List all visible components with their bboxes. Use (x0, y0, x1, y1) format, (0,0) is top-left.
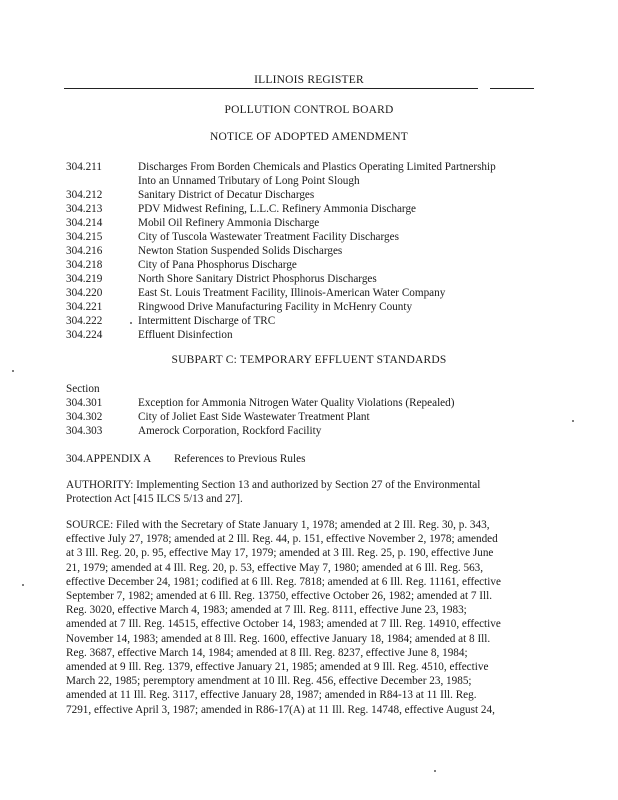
section-title: City of Pana Phosphorus Discharge (138, 259, 297, 271)
section-number: 304.224 (66, 329, 103, 341)
section-number: 304.212 (66, 189, 103, 201)
source-line: 21, 1979; amended at 4 Ill. Reg. 20, p. 53, effective May 7, 1980; amended at 6 Ill. Reg. 563, (66, 561, 484, 574)
section-title: Mobil Oil Refinery Ammonia Discharge (138, 217, 320, 229)
source-line: effective July 27, 1978; amended at 2 Ill. Reg. 44, p. 151, effective November 2, 1978; amended (66, 533, 498, 546)
section-row (0, 230, 618, 244)
section-title: Exception for Ammonia Nitrogen Water Quality Violations (Repealed) (138, 397, 455, 409)
source-line: SOURCE: Filed with the Secretary of State January 1, 1978; amended at 2 Ill. Reg. 30, p. 343, (66, 519, 490, 531)
source-line: March 22, 1985; peremptory amendment at 10 Ill. Reg. 456, effective December 23, 1985; (66, 675, 472, 688)
section-number: 304.221 (66, 301, 103, 313)
section-number: 304.220 (66, 287, 103, 299)
source-line: Reg. 3687, effective March 14, 1984; amended at 8 Ill. Reg. 8237, effective June 8, 1984; (66, 646, 468, 659)
section-title: Discharges From Borden Chemicals and Plastics Operating Limited Partnership (138, 161, 496, 173)
section-number: 304.214 (66, 217, 103, 229)
source-line: 7291, effective April 3, 1987; amended in R86-17(A) at 11 Ill. Reg. 14748, effective August 24, (66, 703, 495, 716)
source-line: amended at 11 Ill. Reg. 3117, effective January 28, 1987; amended in R84-13 at 11 Ill. Reg. (66, 689, 477, 702)
section-title: East St. Louis Treatment Facility, Illinois-American Water Company (138, 287, 446, 299)
appendix-label: 304.APPENDIX A (66, 453, 152, 465)
scan-speck (434, 770, 436, 772)
section-label: Section (66, 383, 100, 395)
source-line: Reg. 3020, effective March 4, 1983; amended at 7 Ill. Reg. 8111, effective June 23, 1983; (66, 604, 467, 617)
source-line: amended at 9 Ill. Reg. 1379, effective January 21, 1985; amended at 9 Ill. Reg. 4510, effective (66, 661, 489, 674)
section-number: 304.215 (66, 231, 103, 243)
section-title: Amerock Corporation, Rockford Facility (138, 425, 322, 437)
subpart-c-heading: SUBPART C: TEMPORARY EFFLUENT STANDARDS (171, 354, 447, 366)
authority-line: AUTHORITY: Implementing Section 13 and authorized by Section 27 of the Environmental (66, 479, 481, 491)
section-row (0, 160, 618, 174)
source-line: effective December 24, 1981; codified at 6 Ill. Reg. 7818; amended at 6 Ill. Reg. 11161, effective (66, 575, 501, 588)
section-number: 304.303 (66, 425, 103, 437)
section-row (0, 286, 618, 300)
section-number: 304.222 (66, 315, 103, 327)
section-number: 304.218 (66, 259, 103, 271)
section-title: City of Joliet East Side Wastewater Treatment Plant (138, 411, 370, 423)
section-row (0, 410, 618, 424)
source-line: September 7, 1982; amended at 6 Ill. Reg. 13750, effective October 26, 1982; amended at 7 Ill. (66, 590, 493, 603)
section-row (0, 328, 618, 342)
section-row (0, 244, 618, 258)
section-row (0, 216, 618, 230)
section-row (0, 202, 618, 216)
section-number: 304.219 (66, 273, 103, 285)
section-label-row (0, 382, 618, 396)
section-number: 304.213 (66, 203, 103, 215)
section-title-continuation: Into an Unnamed Tributary of Long Point Slough (138, 175, 360, 187)
section-title: North Shore Sanitary District Phosphorus Discharges (138, 273, 377, 285)
section-row (0, 396, 618, 410)
authority-paragraph (66, 478, 546, 506)
section-row-continuation (0, 174, 618, 188)
section-number: 304.211 (66, 161, 102, 173)
section-title: Effluent Disinfection (138, 329, 233, 341)
scan-speck (22, 584, 24, 586)
section-title: City of Tuscola Wastewater Treatment Facility Discharges (138, 231, 399, 243)
appendix-row (0, 452, 618, 466)
appendix-title: References to Previous Rules (174, 453, 306, 465)
section-title: Sanitary District of Decatur Discharges (138, 189, 315, 201)
section-row (0, 314, 618, 328)
section-row (0, 300, 618, 314)
section-number: 304.302 (66, 411, 103, 423)
source-paragraph (66, 518, 546, 717)
notice-title: NOTICE OF ADOPTED AMENDMENT (209, 131, 409, 143)
section-number: 304.216 (66, 245, 103, 257)
scan-speck (130, 322, 132, 324)
source-line: at 3 Ill. Reg. 20, p. 95, effective May 17, 1979; amended at 3 Ill. Reg. 25, p. 190, effective June (66, 547, 494, 560)
section-row (0, 272, 618, 286)
header-rule-short (490, 88, 534, 89)
section-row (0, 258, 618, 272)
section-number: 304.301 (66, 397, 103, 409)
section-title: PDV Midwest Refining, L.L.C. Refinery Ammonia Discharge (138, 203, 416, 215)
scan-speck (12, 370, 14, 372)
section-title: Ringwood Drive Manufacturing Facility in McHenry County (138, 301, 413, 313)
section-title: Intermittent Discharge of TRC (138, 315, 276, 327)
board-title: POLLUTION CONTROL BOARD (224, 104, 394, 116)
section-title: Newton Station Suspended Solids Discharges (138, 245, 343, 257)
section-row (0, 424, 618, 438)
header-rule (64, 88, 478, 89)
source-line: November 14, 1983; amended at 8 Ill. Reg. 1600, effective January 18, 1984; amended at 8 Ill. (66, 632, 491, 645)
authority-line: Protection Act [415 ILCS 5/13 and 27]. (66, 493, 243, 506)
scan-speck (572, 420, 574, 422)
register-title: ILLINOIS REGISTER (254, 74, 364, 86)
source-line: amended at 7 Ill. Reg. 14515, effective October 14, 1983; amended at 7 Ill. Reg. 14910, effective (66, 618, 501, 631)
section-row (0, 188, 618, 202)
